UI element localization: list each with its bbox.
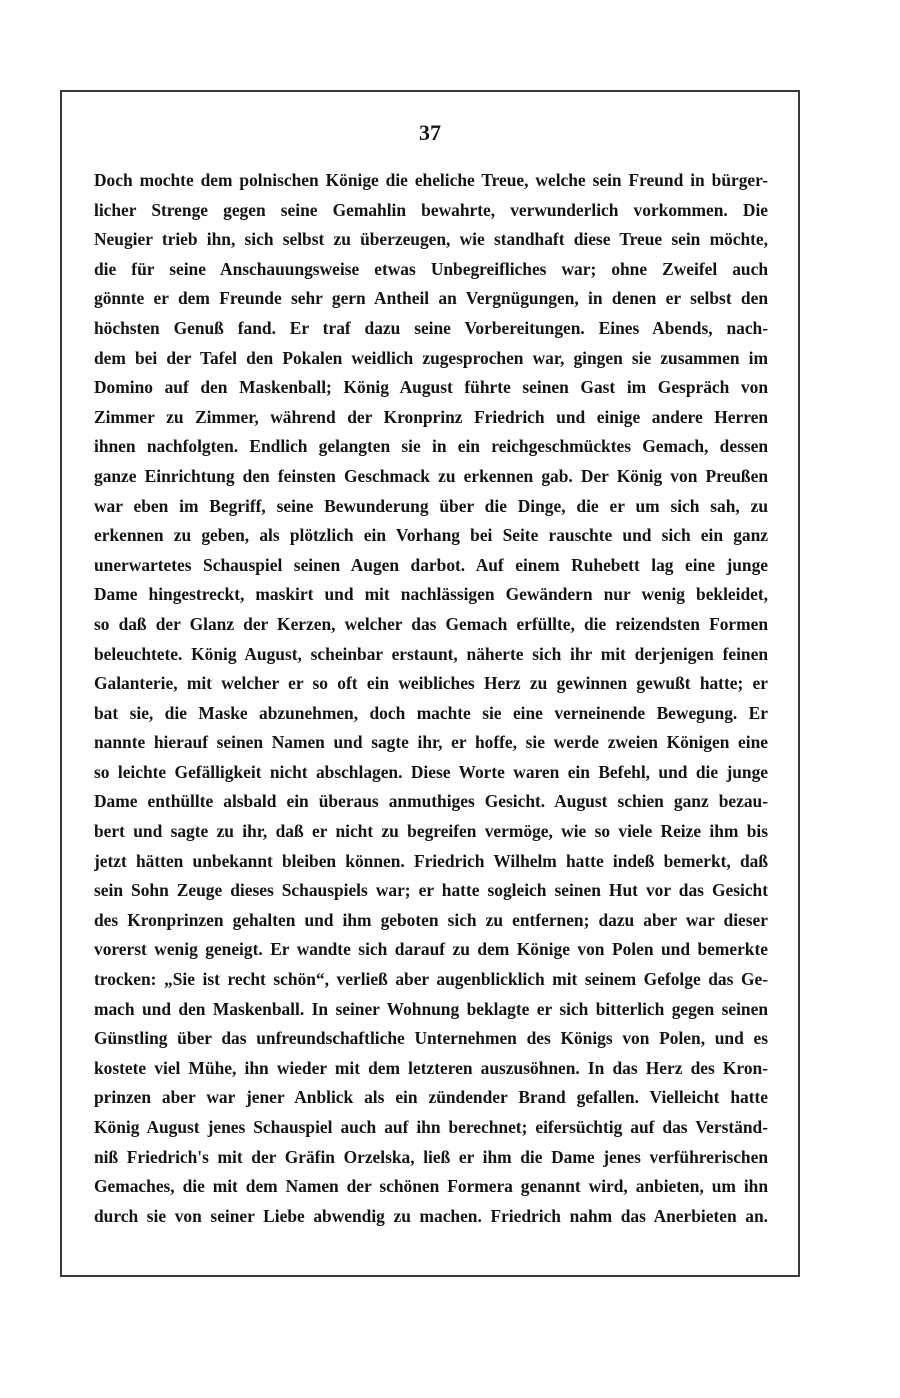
- text-line: so leichte Gefälligkeit nicht abschlagen. Diese Worte waren ein Befehl, und die junge: [94, 761, 768, 782]
- text-line: Zimmer zu Zimmer, während der Kronprinz Friedrich und einige andere Herren: [94, 406, 768, 427]
- text-line: war eben im Begriff, seine Bewunderung über die Dinge, die er um sich sah, zu: [94, 495, 768, 516]
- text-line: ihnen nachfolgten. Endlich gelangten sie in ein reichgeschmücktes Gemach, dessen: [94, 436, 768, 457]
- text-line: König August jenes Schauspiel auch auf ihn berechnet; eifersüchtig auf das Verständ-: [94, 1117, 768, 1137]
- text-line: Doch mochte dem polnischen Könige die eheliche Treue, welche sein Freund in bürger-: [94, 170, 768, 190]
- text-line: ganze Einrichtung den feinsten Geschmack zu erkennen gab. Der König von Preußen: [94, 465, 768, 486]
- text-line: niß Friedrich's mit der Gräfin Orzelska, ließ er ihm die Dame jenes verführerischen: [94, 1146, 768, 1167]
- text-line: erkennen zu geben, als plötzlich ein Vorhang bei Seite rauschte und sich ein ganz: [94, 525, 768, 546]
- text-line: Gemaches, die mit dem Namen der schönen Formera genannt wird, anbieten, um ihn: [94, 1176, 768, 1197]
- text-line: Dame hingestreckt, maskirt und mit nachlässigen Gewändern nur wenig bekleidet,: [94, 584, 768, 605]
- page-number: 37: [419, 120, 441, 145]
- page-frame: [60, 90, 800, 1277]
- text-line: die für seine Anschauungsweise etwas Unbegreifliches war; ohne Zweifel auch: [94, 258, 768, 279]
- text-line: des Kronprinzen gehalten und ihm geboten sich zu entfernen; dazu aber war dieser: [94, 909, 768, 930]
- text-line: so daß der Glanz der Kerzen, welcher das Gemach erfüllte, die reizendsten Formen: [94, 613, 768, 634]
- text-line: jetzt hätten unbekannt bleiben können. Friedrich Wilhelm hatte indeß bemerkt, daß: [94, 850, 768, 871]
- text-line: Galanterie, mit welcher er so oft ein weibliches Herz zu gewinnen gewußt hatte; er: [94, 673, 768, 694]
- text-line: unerwartetes Schauspiel seinen Augen darbot. Auf einem Ruhebett lag eine junge: [94, 554, 768, 575]
- text-line: sein Sohn Zeuge dieses Schauspiels war; er hatte sogleich seinen Hut vor das Gesicht: [94, 880, 768, 901]
- text-line: durch sie von seiner Liebe abwendig zu machen. Friedrich nahm das Anerbieten an.: [94, 1205, 768, 1226]
- text-line: kostete viel Mühe, ihn wieder mit dem letzteren auszusöhnen. In das Herz des Kron-: [94, 1057, 768, 1078]
- text-line: vorerst wenig geneigt. Er wandte sich darauf zu dem Könige von Polen und bemerkte: [94, 939, 768, 960]
- body-text: [94, 166, 768, 1231]
- text-line: beleuchtete. König August, scheinbar erstaunt, näherte sich ihr mit derjenigen feinen: [94, 643, 768, 664]
- text-line: nannte hierauf seinen Namen und sagte ihr, er hoffe, sie werde zweien Königen eine: [94, 732, 768, 753]
- text-line: prinzen aber war jener Anblick als ein zündender Brand gefallen. Vielleicht hatte: [94, 1087, 768, 1108]
- text-line: Domino auf den Maskenball; König August führte seinen Gast im Gespräch von: [94, 377, 768, 398]
- text-line: mach und den Maskenball. In seiner Wohnung beklagte er sich bitterlich gegen seinen: [94, 998, 768, 1019]
- text-line: Neugier trieb ihn, sich selbst zu überzeugen, wie standhaft diese Treue sein möchte,: [94, 229, 768, 250]
- text-line: bert und sagte zu ihr, daß er nicht zu begreifen vermöge, wie so viele Reize ihm bis: [94, 821, 768, 842]
- text-line: Dame enthüllte alsbald ein überaus anmuthiges Gesicht. August schien ganz bezau-: [94, 791, 768, 812]
- text-line: bat sie, die Maske abzunehmen, doch machte sie eine verneinende Bewegung. Er: [94, 702, 768, 723]
- text-line: trocken: „Sie ist recht schön“, verließ aber augenblicklich mit seinem Gefolge das Ge-: [94, 969, 768, 990]
- text-line: dem bei der Tafel den Pokalen weidlich zugesprochen war, gingen sie zusammen im: [94, 347, 768, 368]
- text-line: licher Strenge gegen seine Gemahlin bewahrte, verwunderlich vorkommen. Die: [94, 199, 768, 220]
- text-line: höchsten Genuß fand. Er traf dazu seine Vorbereitungen. Eines Abends, nach-: [94, 317, 768, 338]
- text-line: gönnte er dem Freunde sehr gern Antheil an Vergnügungen, in denen er selbst den: [94, 288, 768, 309]
- text-line: Günstling über das unfreundschaftliche Unternehmen des Königs von Polen, und es: [94, 1028, 768, 1049]
